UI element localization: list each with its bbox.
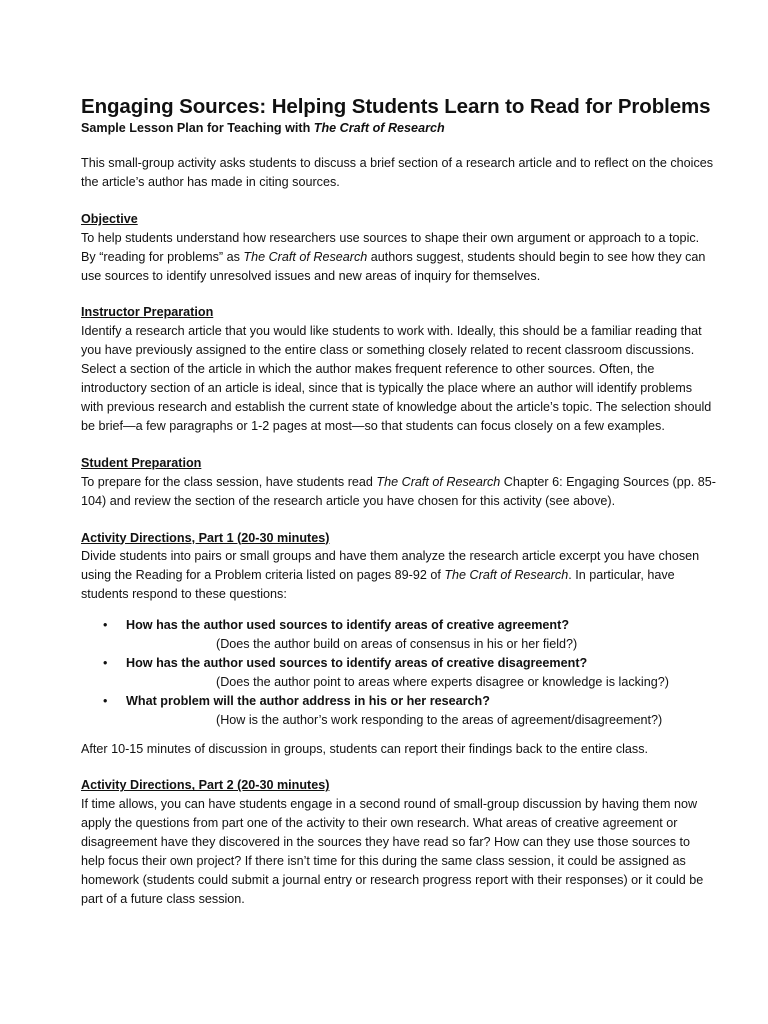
part1-paragraph: [81, 547, 716, 604]
question-item: [81, 616, 716, 654]
part2-section: [81, 776, 716, 908]
objective-paragraph: [81, 229, 716, 286]
document-subtitle: [81, 120, 716, 136]
objective-text-b: authors suggest, students should begin to see how they can use sources to identify unresolved issues and new areas of inquiry for themselves.: [81, 249, 706, 283]
subtitle-prefix: Sample Lesson Plan for Teaching with: [81, 121, 314, 135]
question-text: How has the author used sources to identify areas of creative agreement?: [126, 618, 570, 633]
part2-paragraph: If time allows, you can have students engage in a second round of small-group discussion by having them now apply the questions from part one of the activity to their own research. What areas of creative agreement or disagreement have they discovered in the sources they have read so far? How can they use those sources to help focus their own project? If there isn’t time for this during the same class session, it could be assigned as homework (students could submit a journal entry or research progress report with their responses) or it could be part of a future class session.: [81, 797, 704, 906]
document-title: Engaging Sources: Helping Students Learn to Read for Problems: [81, 95, 711, 118]
question-subtext: (Does the author point to areas where experts disagree or knowledge is lacking?): [216, 674, 669, 689]
student-prep-book-title: The Craft of Research: [376, 474, 501, 489]
part1-section: [81, 529, 716, 759]
part1-text-a: Divide students into pairs or small groups and have them analyze the research article excerpt you have chosen using the Reading for a Problem criteria listed on pages 89-92 of: [81, 549, 700, 583]
objective-section: [81, 210, 716, 286]
instructor-prep-heading: Instructor Preparation: [81, 305, 214, 320]
part1-after-paragraph: After 10-15 minutes of discussion in groups, students can report their findings back to the entire class.: [81, 741, 649, 756]
part1-book-title: The Craft of Research: [444, 568, 569, 583]
instructor-prep-paragraph: Identify a research article that you would like students to work with. Ideally, this should be a familiar reading that you have previously assigned to the entire class or something closely related to recent classroom discussions. Select a section of the article in which the author makes frequent reference to other sources. Often, the introductory section of an article is ideal, since that is typically the place where an author will identify problems with previous research and establish the current state of knowledge about the article’s topic. The selection should be brief—a few paragraphs or 1-2 pages at most—so that students can focus closely on a few examples.: [81, 324, 712, 433]
bullet-icon: •: [103, 693, 108, 708]
part1-text-b: . In particular, have students respond to these questions:: [81, 568, 675, 602]
question-text: What problem will the author address in his or her research?: [126, 693, 490, 708]
question-item: [81, 692, 716, 730]
student-prep-text-a: To prepare for the class session, have students read: [81, 474, 377, 489]
student-prep-heading: Student Preparation: [81, 455, 202, 470]
part2-heading: Activity Directions, Part 2 (20-30 minutes): [81, 778, 330, 793]
question-text: How has the author used sources to identify areas of creative disagreement?: [126, 655, 588, 670]
question-subtext: (Does the author build on areas of consensus in his or her field?): [216, 637, 578, 652]
subtitle-book-title: The Craft of Research: [313, 121, 445, 135]
question-item: [81, 654, 716, 692]
student-prep-text-b: Chapter 6: Engaging Sources (pp. 85-104) and review the section of the research article you have chosen for this activity (see above).: [81, 474, 716, 508]
intro-paragraph: This small-group activity asks students to discuss a brief section of a research article and to reflect on the choices the article’s author has made in citing sources.: [81, 156, 714, 189]
bullet-icon: •: [103, 655, 108, 670]
objective-book-title: The Craft of Research: [243, 249, 368, 264]
part1-heading: Activity Directions, Part 1 (20-30 minutes): [81, 530, 330, 545]
objective-text-a: To help students understand how researchers use sources to shape their own argument or approach to a topic. By “reading for problems” as: [81, 230, 700, 264]
bullet-icon: •: [103, 618, 108, 633]
student-prep-paragraph: [81, 473, 716, 511]
question-subtext: (How is the author’s work responding to the areas of agreement/disagreement?): [216, 712, 663, 727]
student-prep-section: [81, 454, 716, 511]
instructor-prep-section: [81, 303, 716, 435]
objective-heading: Objective: [81, 211, 138, 226]
question-list: [81, 616, 716, 729]
